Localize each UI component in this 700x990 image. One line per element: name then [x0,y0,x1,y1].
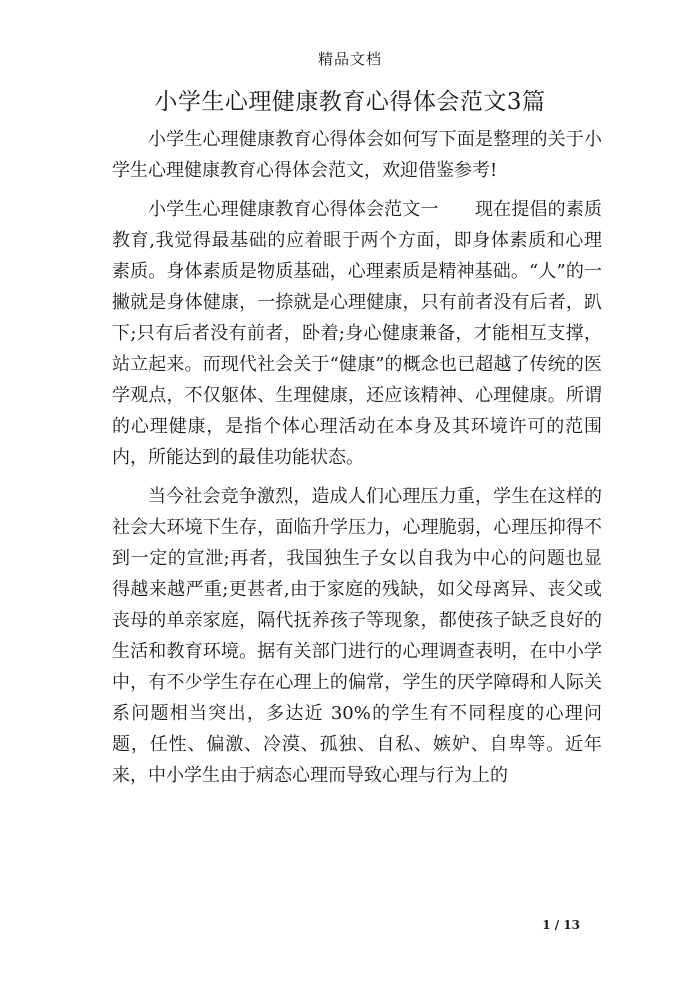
page-number: 1 / 13 [542,918,580,932]
document-title: 小学生心理健康教育心得体会范文3篇 [154,89,546,115]
paragraph-intro: 小学生心理健康教育心得体会如何写下面是整理的关于小学生心理健康教育心得体会范文，欢迎借鉴参考! [112,129,602,181]
page-header: 精品文档 [317,50,382,68]
document-body [112,124,602,791]
paragraph-essay-one: 小学生心理健康教育心得体会范文一 现在提倡的素质教育,我觉得最基础的应着眼于两个方面，即身体素质和心理素质。身体素质是物质基础，心理素质是精神基础。“人”的一撇就是身体健康，一捺就是心理健康，只有前者没有后者，趴下;只有后者没有前者，卧着;身心健康兼备，才能相互支撑，站立起来。而现代社会关于“健康”的概念也已超越了传统的医学观点，不仅躯体、生理健康，还应该精神、心理健康。所谓的心理健康，是指个体心理活动在本身及其环境许可的范围内，所能达到的最佳功能状态。 [112,199,602,468]
paragraph-society: 当今社会竞争激烈，造成人们心理压力重，学生在这样的社会大环境下生存，面临升学压力，心理脆弱，心理压抑得不到一定的宣泄;再者，我国独生子女以自我为中心的问题也显得越来越严重;更甚者,由于家庭的残缺，如父母离异、丧父或丧母的单亲家庭，隔代抚养孩子等现象，都使孩子缺乏良好的生活和教育环境。据有关部门进行的心理调查表明，在中小学中，有不少学生存在心理上的偏常，学生的厌学障碍和人际关系问题相当突出，多达近 30%的学生有不同程度的心理问题，任性、偏激、冷漠、孤独、自私、嫉妒、自卑等。近年来，中小学生由于病态心理而导致心理与行为上的 [112,486,602,786]
